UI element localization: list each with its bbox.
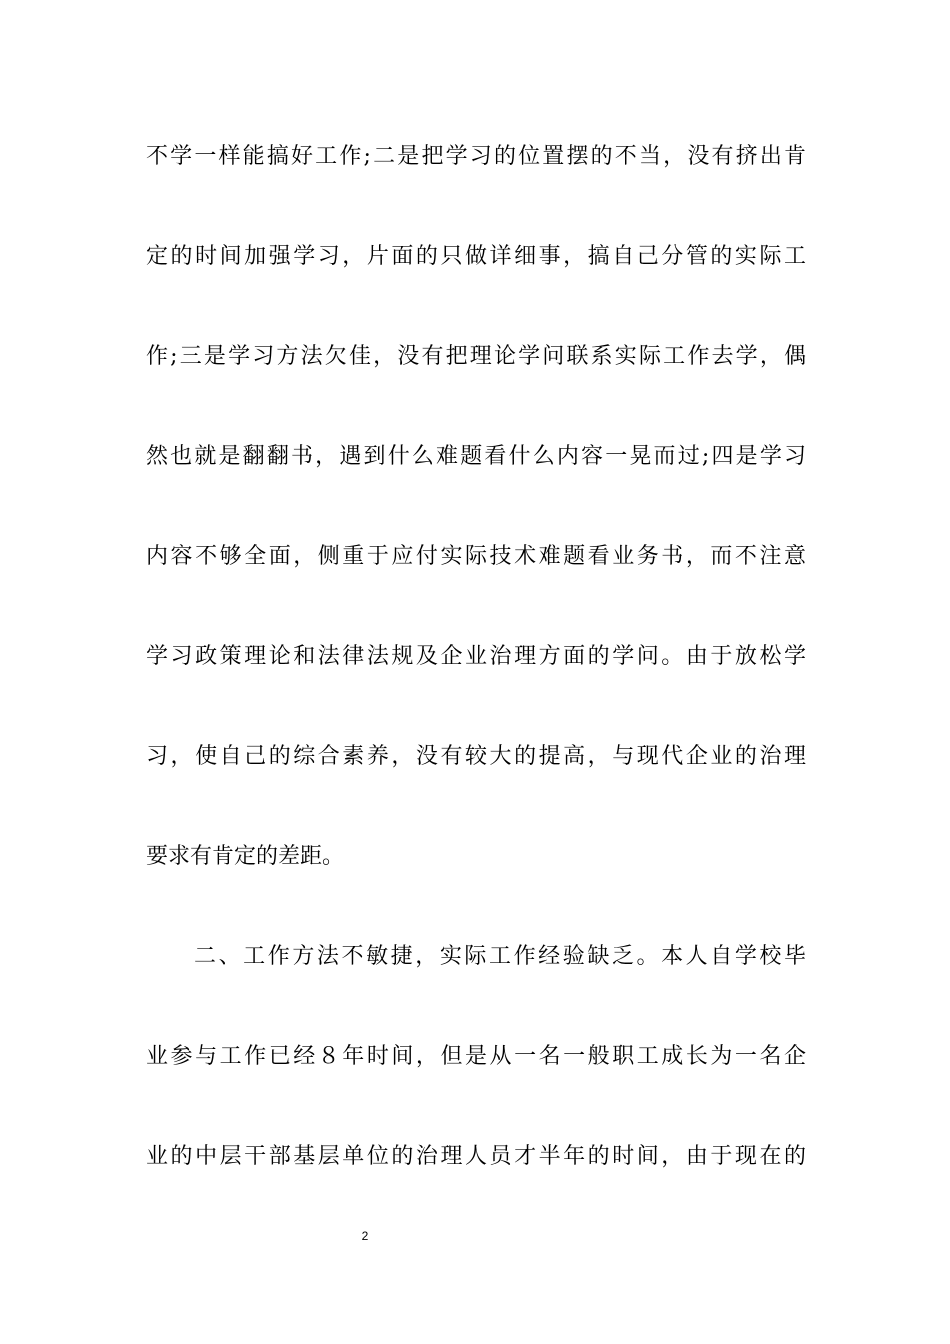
paragraph-line: 学习政策理论和法律法规及企业治理方面的学问。由于放松学 xyxy=(146,644,806,669)
paragraph-line: 定的时间加强学习，片面的只做详细事，搞自己分管的实际工 xyxy=(146,244,806,269)
paragraph-line: 然也就是翻翻书，遇到什么难题看什么内容一晃而过;四是学习 xyxy=(146,444,806,469)
paragraph-line: 要求有肯定的差距。 xyxy=(146,844,345,869)
paragraph-line: 业参与工作已经８年时间，但是从一名一般职工成长为一名企 xyxy=(146,1044,806,1069)
paragraph-line: 内容不够全面，侧重于应付实际技术难题看业务书，而不注意 xyxy=(146,544,806,569)
paragraph-line: 作;三是学习方法欠佳，没有把理论学问联系实际工作去学，偶 xyxy=(146,344,806,369)
paragraph-line: 二、工作方法不敏捷，实际工作经验缺乏。本人自学校毕 xyxy=(194,944,806,969)
paragraph-line: 习，使自己的综合素养，没有较大的提高，与现代企业的治理 xyxy=(146,744,806,769)
paragraph-line: 业的中层干部基层单位的治理人员才半年的时间，由于现在的 xyxy=(146,1144,806,1169)
page-number: 2 xyxy=(361,1229,369,1243)
paragraph-line: 不学一样能搞好工作;二是把学习的位置摆的不当，没有挤出肯 xyxy=(146,144,806,169)
